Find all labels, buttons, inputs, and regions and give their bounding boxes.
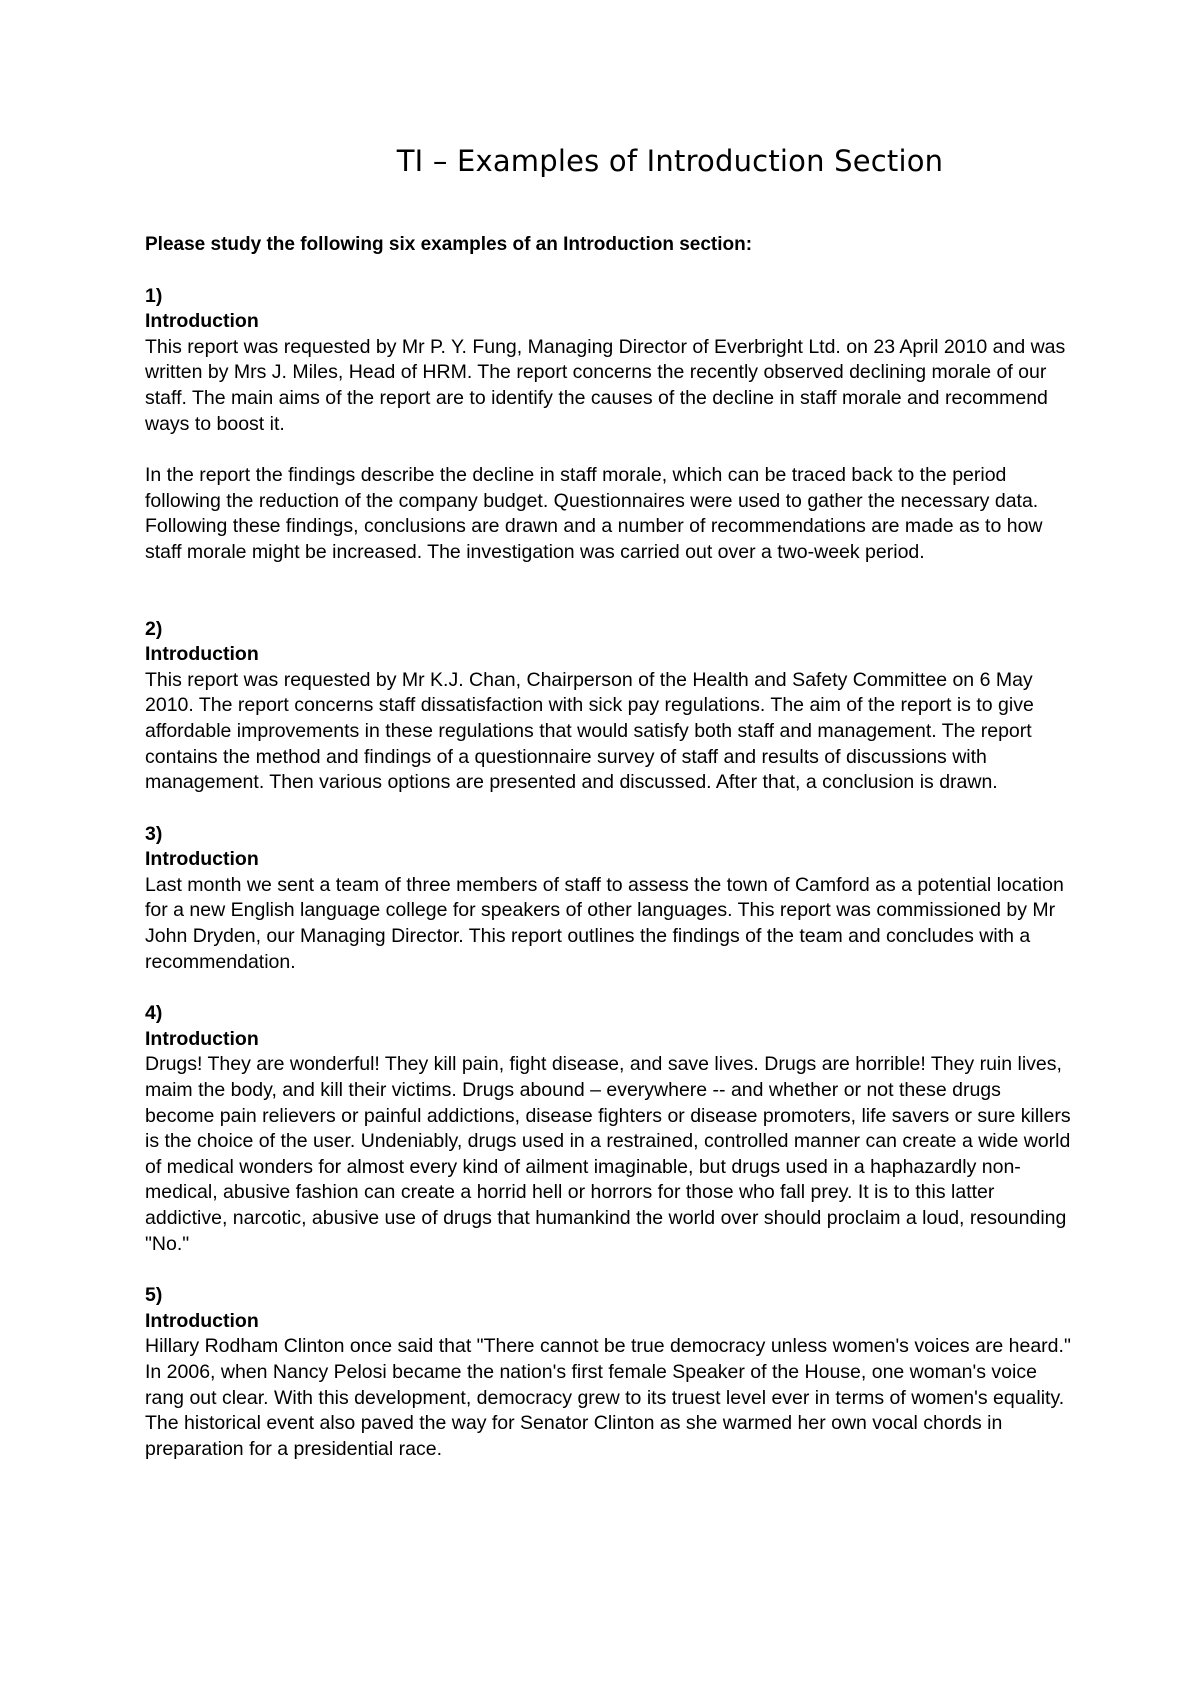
example-number: 4) bbox=[145, 1002, 163, 1025]
example-paragraph: This report was requested by Mr K.J. Chan, Chairperson of the Health and Safety Committee on 6 May 2010. The report concerns staff dissatisfaction with sick pay regulations. The aim of the report is to give affordable improvements in these regulations that would satisfy both staff and management. The report contains the method and findings of a questionnaire survey of staff and results of discussions with management. Then various options are presented and discussed. After that, a conclusion is drawn. bbox=[145, 668, 1034, 794]
document-title: TI – Examples of Introduction Section bbox=[396, 144, 944, 178]
document-body bbox=[145, 232, 1075, 1462]
example-heading: Introduction bbox=[145, 848, 259, 871]
example-paragraph: Last month we sent a team of three members of staff to assess the town of Camford as a potential location for a new English language college for speakers of other languages. This report was commissioned by Mr John Dryden, our Managing Director. This report outlines the findings of the team and concludes with a recommendation. bbox=[145, 873, 1064, 973]
example-2 bbox=[145, 617, 1075, 796]
instructions: Please study the following six examples of an Introduction section: bbox=[145, 234, 753, 255]
example-number: 1) bbox=[145, 284, 163, 307]
example-number: 2) bbox=[145, 617, 163, 640]
example-heading: Introduction bbox=[145, 1027, 259, 1050]
example-5 bbox=[145, 1283, 1075, 1462]
example-heading: Introduction bbox=[145, 643, 259, 666]
example-3 bbox=[145, 822, 1075, 976]
example-heading: Introduction bbox=[145, 1309, 259, 1332]
example-heading: Introduction bbox=[145, 310, 259, 333]
example-paragraph: This report was requested by Mr P. Y. Fung, Managing Director of Everbright Ltd. on 23 April 2010 and was written by Mrs J. Miles, Head of HRM. The report concerns the recently observed declining morale of our staff. The main aims of the report are to identify the causes of the decline in staff morale and recommend ways to boost it. bbox=[145, 335, 1066, 435]
example-number: 3) bbox=[145, 822, 163, 845]
example-paragraph: Hillary Rodham Clinton once said that "There cannot be true democracy unless women's voices are heard." In 2006, when Nancy Pelosi became the nation's first female Speaker of the House, one woman's voice rang out clear. With this development, democracy grew to its truest level ever in terms of women's equality. The historical event also paved the way for Senator Clinton as she warmed her own vocal chords in preparation for a presidential race. bbox=[145, 1335, 1071, 1460]
example-number: 5) bbox=[145, 1284, 163, 1307]
example-paragraph: In the report the findings describe the decline in staff morale, which can be traced back to the period following the reduction of the company budget. Questionnaires were used to gather the necessary data. Following these findings, conclusions are drawn and a number of recommendations are made as to how staff morale might be increased. The investigation was carried out over a two-week period. bbox=[145, 464, 1043, 563]
example-paragraph: Drugs! They are wonderful! They kill pain, fight disease, and save lives. Drugs are horrible! They ruin lives, maim the body, and kill their victims. Drugs abound – everywhere -- and whether or not these drugs become pain relievers or painful addictions, disease fighters or disease promoters, life savers or sure killers is the choice of the user. Undeniably, drugs used in a restrained, controlled manner can create a wide world of medical wonders for almost every kind of ailment imaginable, but drugs used in a haphazardly non-medical, abusive fashion can create a horrid hell or horrors for those who fall prey. It is to this latter addictive, narcotic, abusive use of drugs that humankind the world over should proclaim a loud, resounding "No." bbox=[145, 1053, 1071, 1255]
example-4 bbox=[145, 1001, 1075, 1257]
example-1 bbox=[145, 284, 1075, 566]
